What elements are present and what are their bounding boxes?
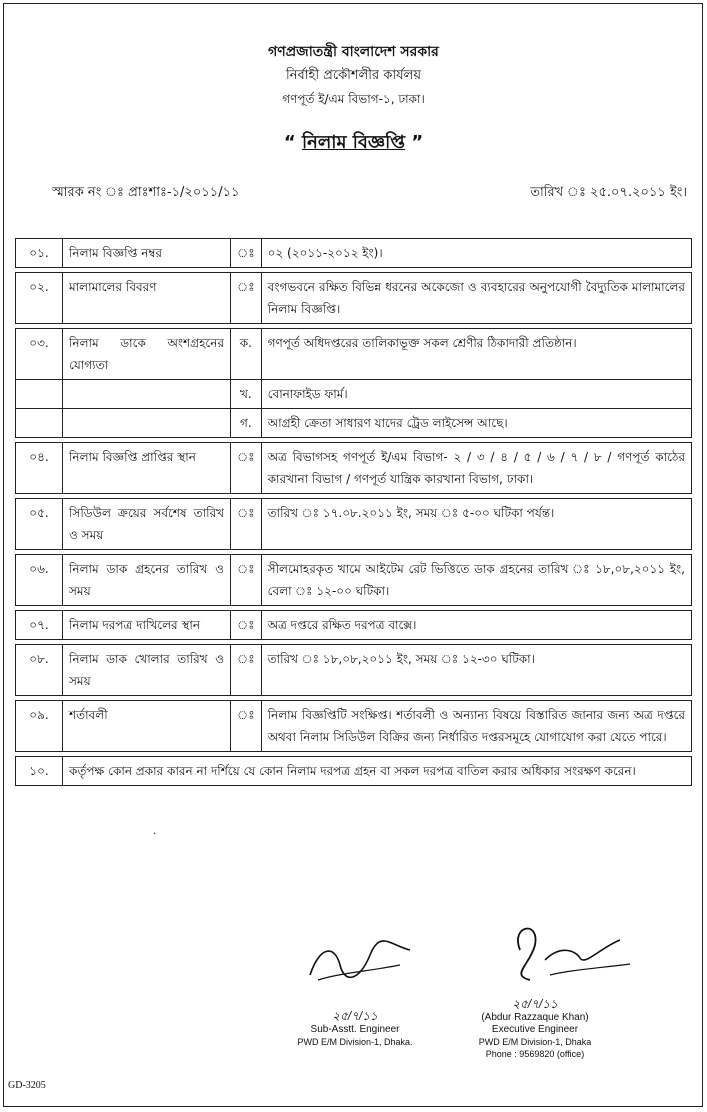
row-label: শর্তাবলী [63,701,231,752]
division-name: গণপূর্ত ই/এম বিভাগ-১, ঢাকা। [282,92,425,106]
notice-row [16,499,692,550]
row-value: তারিখ ঃ ১৮,০৮,২০১১ ইং, সময় ঃ ১২-৩০ ঘটিকা। [261,645,691,696]
row-label: নিলাম ডাকে অংশগ্রহনের যোগ্যতা [63,329,231,380]
sub-engineer-sign-date: ২৫/৭/১১ [332,1009,378,1023]
notice-row [16,380,692,409]
row-value: গণপূর্ত অধিদপ্তরের তালিকাভূক্ত সকল শ্রেণীর ঠিকাদারী প্রতিষ্ঠান। [261,329,691,380]
row-label: নিলাম ডাক খোলার তারিখ ও সময় [63,645,231,696]
final-row [16,757,692,786]
row-serial: ০৫. [16,499,63,550]
row-value: নিলাম বিজ্ঞপ্তিটি সংক্ষিপ্ত। শর্তাবলী ও অন্যান্য বিষয়ে বিস্তারিত জানার জন্য অত্র দপ্তরে অথবা নিলাম সিডিউল বিক্রির জন্য নির্ধারিত দপ্তরসমূহে যোগাযোগ করা যেতে পারে। [261,701,691,752]
sub-engineer-block [280,1010,430,1048]
notice-title-text: নিলাম বিজ্ঞপ্তি [301,132,406,153]
row-value: অত্র দপ্তরে রক্ষিত দরপত্র বাক্সে। [261,611,691,640]
memo-reference: স্মারক নং ঃ প্রাঃশাঃ-১/২০১১/১১ [52,185,240,200]
row-label: নিলাম বিজ্ঞপ্তি প্রাপ্তির স্থান [63,443,231,494]
row-serial: ০২. [16,273,63,324]
row-label: নিলাম ডাক গ্রহনের তারিখ ও সময় [63,555,231,606]
row-label [63,380,231,409]
notice-title: “ নিলাম বিজ্ঞপ্তি ” [283,132,424,153]
notice-row [16,329,692,380]
notice-row [16,555,692,606]
row-separator: ঃ [231,499,262,550]
row-serial [16,409,63,438]
row-label: মালামালের বিবরণ [63,273,231,324]
row-separator: ঃ [231,645,262,696]
notice-row [16,239,692,268]
stray-mark: . [153,826,157,837]
row-label [63,409,231,438]
row-serial [16,380,63,409]
row-serial: ০৪. [16,443,63,494]
row-value: সীলমোহরকৃত খামে আইটেম রেট ভিত্তিতে ডাক গ্রহনের তারিখ ঃ ১৮,০৮,২০১১ ইং, বেলা ঃ ১২-০০ ঘটিকা। [261,555,691,606]
executive-engineer-office: PWD E/M Division-1, Dhaka [478,1037,592,1047]
row-serial: ০৯. [16,701,63,752]
notice-row [16,273,692,324]
office-name: নির্বাহী প্রকৌশলীর কার্যলয় [286,68,421,83]
row-label: সিডিউল ক্রয়ের সর্বশেষ তারিখ ও সময় [63,499,231,550]
sub-engineer-title: Sub-Asstt. Engineer [310,1024,400,1035]
row-separator: ক. [231,329,262,380]
sub-engineer-signature [300,935,420,995]
row-separator: ঃ [231,443,262,494]
row-separator: ঃ [231,701,262,752]
row-serial: ০৬. [16,555,63,606]
executive-engineer-signature [500,920,640,990]
row-label: নিলাম বিজ্ঞপ্তি নম্বর [63,239,231,268]
notice-row [16,611,692,640]
row-value: তারিখ ঃ ১৭.০৮.২০১১ ইং, সময় ঃ ৫-০০ ঘটিকা পর্যন্ত। [261,499,691,550]
row-value: বোনাফাইড ফার্ম। [261,380,691,409]
government-name: গণপ্রজাতন্ত্রী বাংলাদেশ সরকার [268,44,439,60]
row-separator: ঃ [231,239,262,268]
row-value: বংগভবনে রক্ষিত বিভিন্ন ধরনের অকেজো ও ব্যবহারের অনুপযোগী বৈদ্যুতিক মালামালের নিলাম বিজ্ঞপ্তি। [261,273,691,324]
row-value: ০২ (২০১১-২০১২ ইং)। [261,239,691,268]
notice-table [15,238,692,786]
row-serial: ০১. [16,239,63,268]
executive-engineer-title: Executive Engineer [491,1024,579,1035]
memo-date: তারিখ ঃ ২৫.০৭.২০১১ ইং। [530,185,687,200]
row-separator: ঃ [231,273,262,324]
row-value: অত্র বিভাগসহ গণপূর্ত ই/এম বিভাগ- ২ / ৩ / ৪ / ৫ / ৬ / ৭ / ৮ / গণপূর্ত কাঠের কারখানা বিভাগ / গণপূর্ত যান্ত্রিক কারখানা বিভাগ, ঢাকা। [261,443,691,494]
row-serial: ০৩. [16,329,63,380]
row-serial: ০৮. [16,645,63,696]
final-row-serial: ১০. [16,757,63,786]
row-separator: ঃ [231,611,262,640]
row-separator: ঃ [231,555,262,606]
row-label: নিলাম দরপত্র দাখিলের স্থান [63,611,231,640]
row-serial: ০৭. [16,611,63,640]
final-row-text: কর্তৃপক্ষ কোন প্রকার কারন না দর্শিয়ে যে কোন নিলাম দরপত্র গ্রহন বা সকল দরপত্র বাতিল করার অধিকার সংরক্ষণ করেন। [63,757,692,786]
notice-row [16,645,692,696]
executive-engineer-sign-date: ২৫/৭/১১ [512,997,558,1011]
executive-engineer-block [460,998,610,1060]
row-separator: গ. [231,409,262,438]
notice-row [16,701,692,752]
row-value: আগ্রহী ক্রেতা সাধারণ যাদের ট্রেড লাইসেন্স আছে। [261,409,691,438]
sub-engineer-office: PWD E/M Division-1, Dhaka. [297,1037,413,1047]
document-code: GD-3205 [8,1080,46,1091]
row-separator: খ. [231,380,262,409]
notice-row [16,409,692,438]
executive-engineer-name: (Abdur Razzaque Khan) [481,1012,589,1023]
executive-engineer-phone: Phone : 9569820 (office) [485,1049,585,1059]
notice-row [16,443,692,494]
